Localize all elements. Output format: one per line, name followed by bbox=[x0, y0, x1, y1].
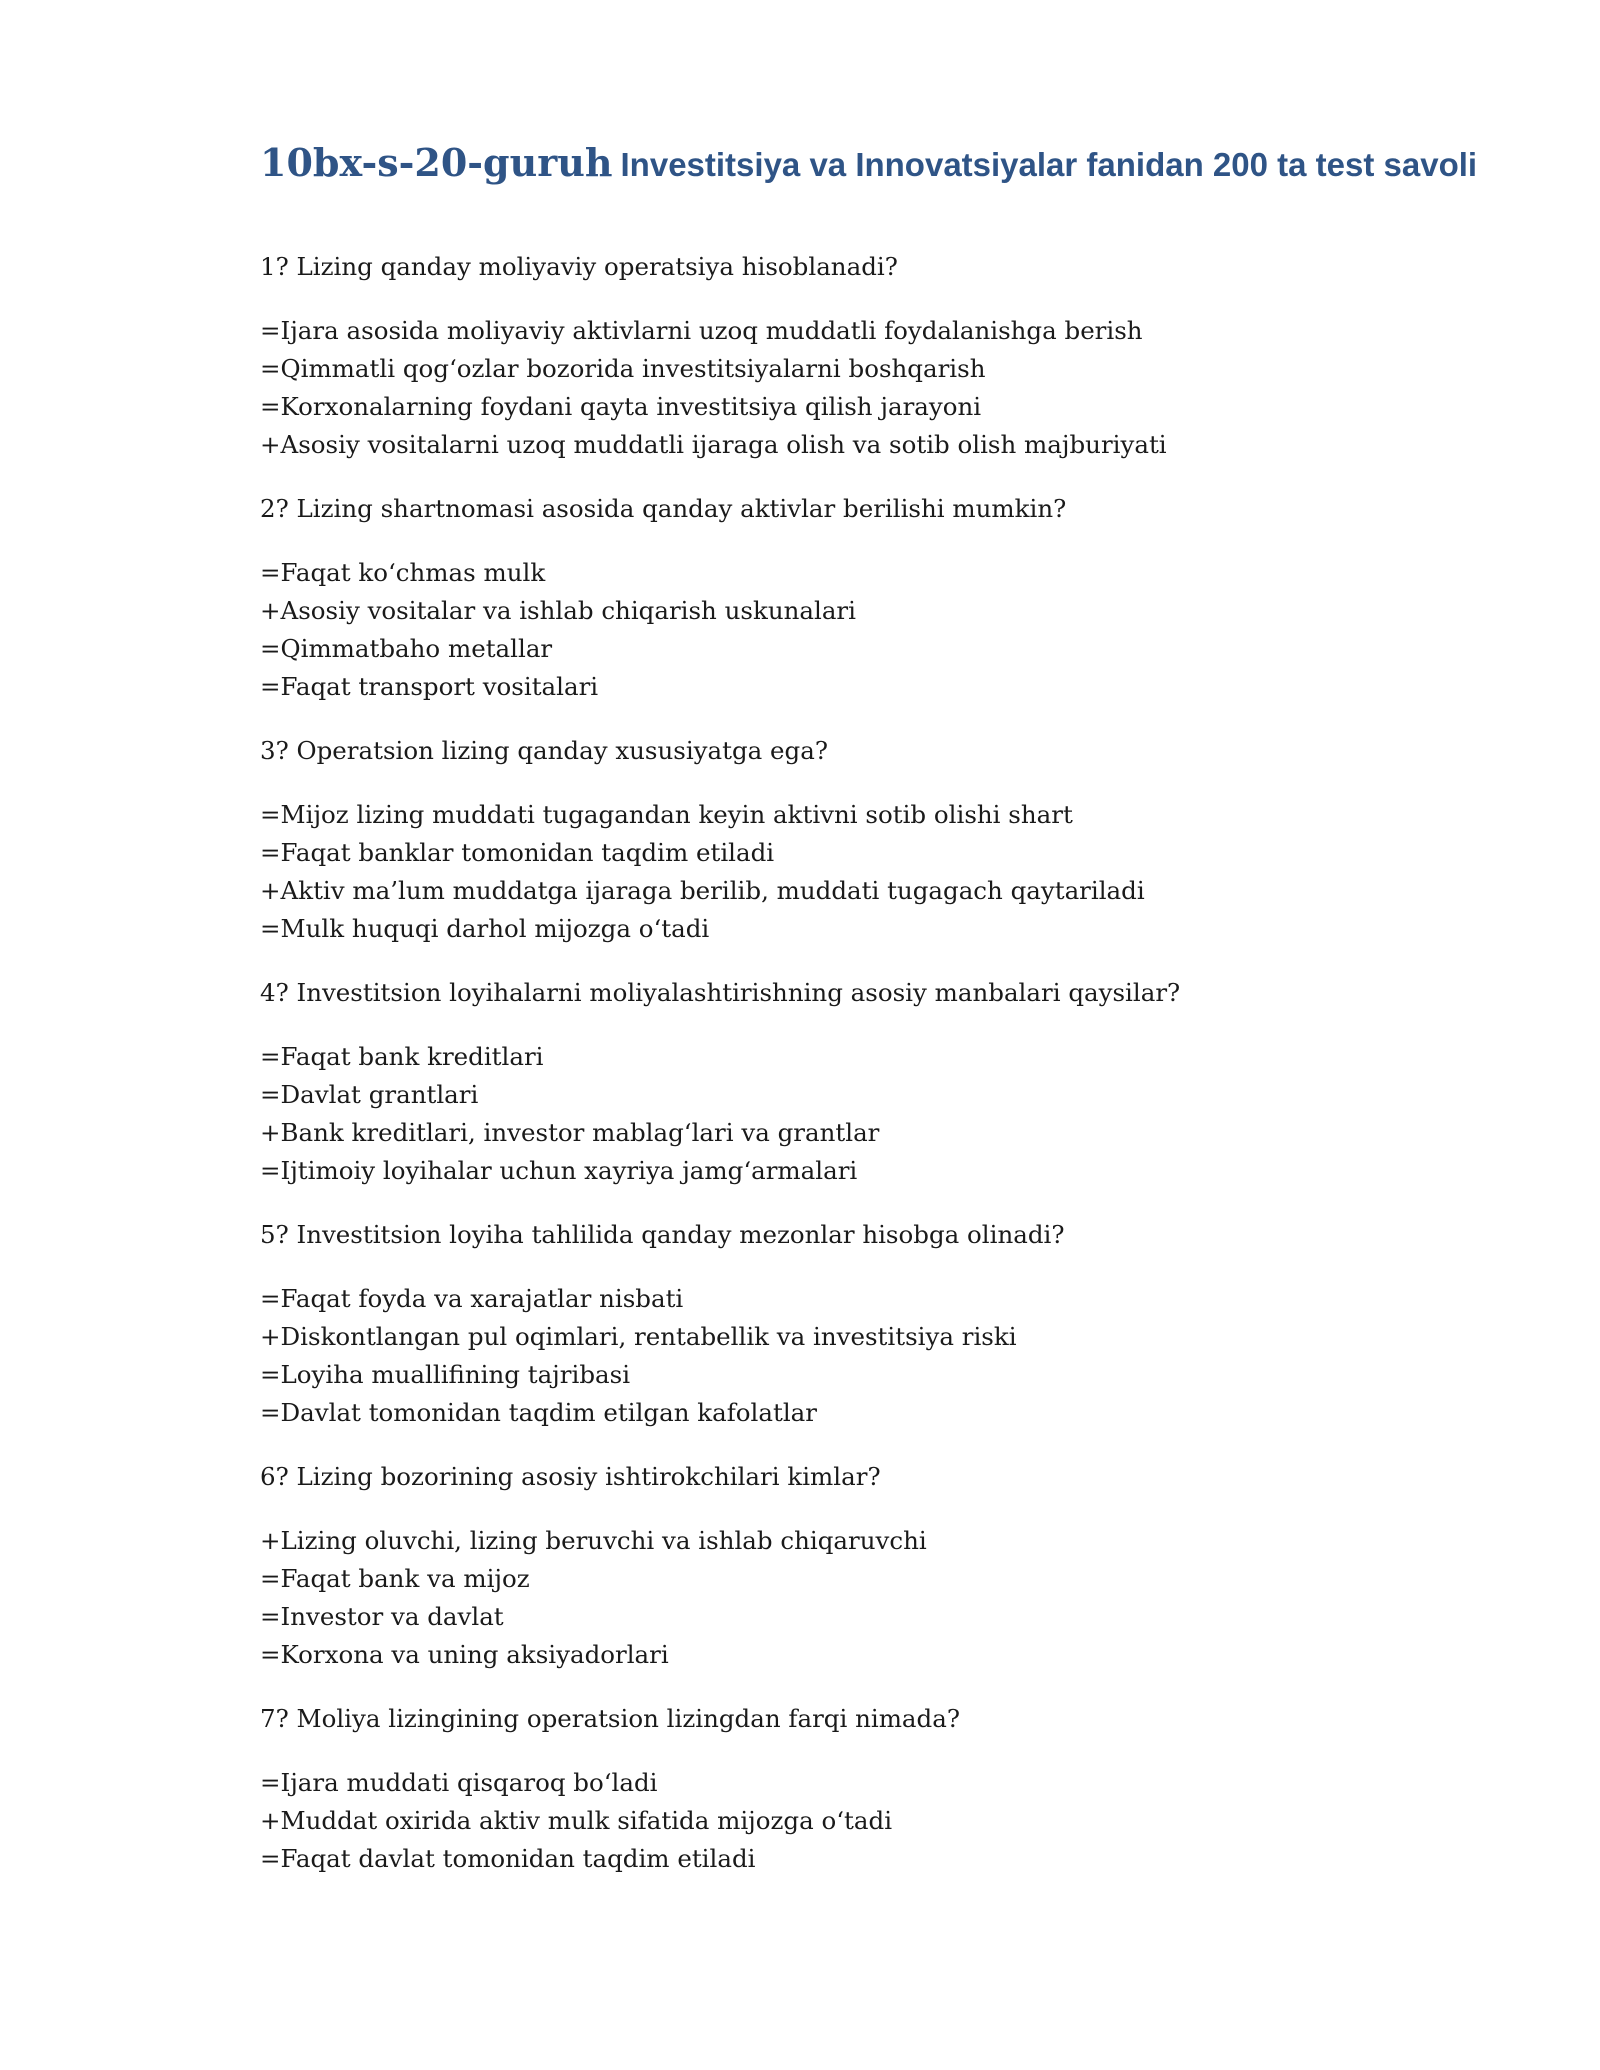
question-block bbox=[260, 490, 1440, 706]
answer-options bbox=[260, 1764, 1440, 1878]
answer-option: =Ijara asosida moliyaviy aktivlarni uzoq muddatli foydalanishga berish bbox=[260, 316, 1143, 345]
answer-option: =Qimmatbaho metallar bbox=[260, 634, 553, 663]
answer-option: =Faqat transport vositalari bbox=[260, 672, 599, 701]
document-body bbox=[260, 138, 1478, 1904]
question-text: 6? Lizing bozorining asosiy ishtirokchilari kimlar? bbox=[260, 1462, 881, 1491]
answer-option: =Ijara muddati qisqaroq bo‘ladi bbox=[260, 1768, 658, 1797]
answer-option: =Faqat davlat tomonidan taqdim etiladi bbox=[260, 1844, 756, 1873]
answer-option: =Faqat bank kreditlari bbox=[260, 1042, 544, 1071]
question-block bbox=[260, 1216, 1440, 1432]
answer-option: =Faqat banklar tomonidan taqdim etiladi bbox=[260, 838, 775, 867]
answer-option-correct: +Asosiy vositalar va ishlab chiqarish uskunalari bbox=[260, 596, 856, 625]
question-block bbox=[260, 248, 1440, 464]
answer-options bbox=[260, 1280, 1440, 1432]
answer-option: =Faqat bank va mijoz bbox=[260, 1564, 530, 1593]
answer-option-correct: +Muddat oxirida aktiv mulk sifatida mijozga o‘tadi bbox=[260, 1806, 893, 1835]
answer-option: =Davlat grantlari bbox=[260, 1080, 479, 1109]
question-list bbox=[260, 248, 1440, 1878]
question-text: 2? Lizing shartnomasi asosida qanday aktivlar berilishi mumkin? bbox=[260, 494, 1067, 523]
question-block bbox=[260, 732, 1440, 948]
answer-options bbox=[260, 1522, 1440, 1674]
question-block bbox=[260, 1700, 1440, 1878]
answer-option: =Mijoz lizing muddati tugagandan keyin aktivni sotib olishi shart bbox=[260, 800, 1073, 829]
document-title bbox=[260, 138, 1478, 188]
answer-options bbox=[260, 1038, 1440, 1190]
question-text: 7? Moliya lizingining operatsion lizingdan farqi nimada? bbox=[260, 1704, 960, 1733]
answer-option-correct: +Asosiy vositalarni uzoq muddatli ijaraga olish va sotib olish majburiyati bbox=[260, 430, 1167, 459]
answer-option: =Faqat foyda va xarajatlar nisbati bbox=[260, 1284, 684, 1313]
answer-option: =Korxona va uning aksiyadorlari bbox=[260, 1640, 669, 1669]
question-block bbox=[260, 1458, 1440, 1674]
answer-option-correct: +Diskontlangan pul oqimlari, rentabellik va investitsiya riski bbox=[260, 1322, 1017, 1351]
answer-option: =Investor va davlat bbox=[260, 1602, 504, 1631]
answer-option: =Korxonalarning foydani qayta investitsiya qilish jarayoni bbox=[260, 392, 982, 421]
question-text: 1? Lizing qanday moliyaviy operatsiya hisoblanadi? bbox=[260, 252, 898, 281]
answer-option: =Faqat ko‘chmas mulk bbox=[260, 558, 546, 587]
answer-option: =Davlat tomonidan taqdim etilgan kafolatlar bbox=[260, 1398, 818, 1427]
answer-option-correct: +Bank kreditlari, investor mablag‘lari va grantlar bbox=[260, 1118, 880, 1147]
answer-option-correct: +Aktiv ma’lum muddatga ijaraga berilib, muddati tugagach qaytariladi bbox=[260, 876, 1145, 905]
answer-option: =Loyiha muallifining tajribasi bbox=[260, 1360, 631, 1389]
question-text: 3? Operatsion lizing qanday xususiyatga ega? bbox=[260, 736, 828, 765]
question-block bbox=[260, 974, 1440, 1190]
answer-option: =Ijtimoiy loyihalar uchun xayriya jamg‘armalari bbox=[260, 1156, 858, 1185]
answer-options bbox=[260, 312, 1440, 464]
answer-option: =Qimmatli qog‘ozlar bozorida investitsiyalarni boshqarish bbox=[260, 354, 986, 383]
title-group-code: 10bx-s-20-guruh bbox=[260, 140, 613, 185]
answer-option-correct: +Lizing oluvchi, lizing beruvchi va ishlab chiqaruvchi bbox=[260, 1526, 927, 1555]
answer-option: =Mulk huquqi darhol mijozga o‘tadi bbox=[260, 914, 710, 943]
title-subject: Investitsiya va Innovatsiyalar fanidan 200 ta test savoli bbox=[620, 146, 1478, 183]
answer-options bbox=[260, 554, 1440, 706]
answer-options bbox=[260, 796, 1440, 948]
question-text: 4? Investitsion loyihalarni moliyalashtirishning asosiy manbalari qaysilar? bbox=[260, 978, 1181, 1007]
question-text: 5? Investitsion loyiha tahlilida qanday mezonlar hisobga olinadi? bbox=[260, 1220, 1065, 1249]
